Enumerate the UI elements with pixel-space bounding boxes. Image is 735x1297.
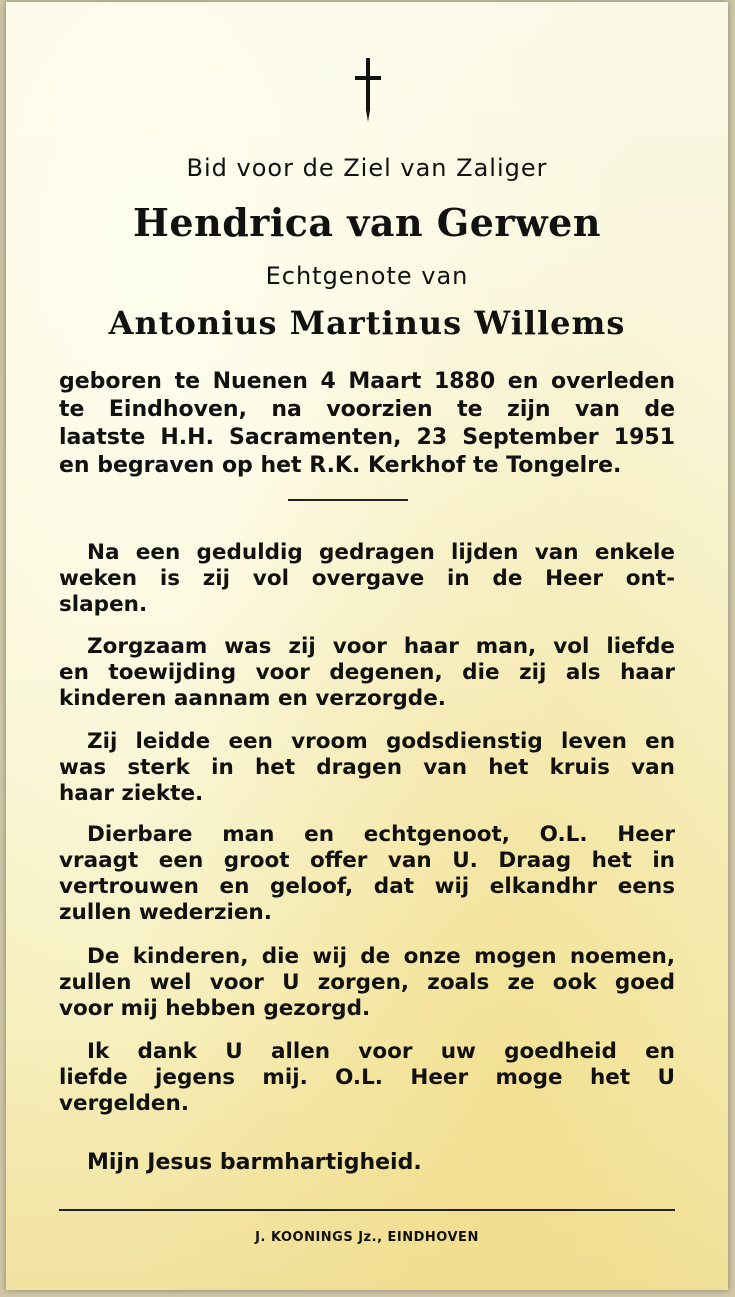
paragraph-line: kinderen aannam en verzorgde.: [59, 686, 446, 711]
paragraph-line: De kinderen, die wij de onze mogen noemen,: [87, 944, 675, 969]
deceased-name: Hendrica van Gerwen: [133, 200, 601, 245]
short-divider: [288, 499, 408, 501]
detail-line: geboren te Nuenen 4 Maart 1880 en overleden: [59, 369, 675, 394]
paragraph-line: Na een geduldig gedragen lijden van enkele: [87, 540, 675, 565]
cross-icon: [348, 56, 388, 126]
memorial-card: [6, 2, 728, 1290]
paragraph-line: was sterk in het dragen van het kruis van: [59, 755, 675, 780]
detail-line: laatste H.H. Sacramenten, 23 September 1951: [59, 425, 675, 450]
paragraph-line: liefde jegens mij. O.L. Heer moge het U: [59, 1065, 675, 1090]
prayer-heading: Bid voor de Ziel van Zaliger: [186, 154, 548, 182]
paragraph-line: Dierbare man en echtgenoot, O.L. Heer: [87, 822, 675, 847]
paragraph: [59, 540, 675, 618]
paragraph: [59, 634, 675, 712]
closing-prayer: Mijn Jesus barmhartigheid.: [87, 1150, 422, 1175]
birth-death-details: [59, 368, 675, 480]
paragraph-line: zullen wel voor U zorgen, zoals ze ook goed: [59, 970, 675, 995]
paragraph-line: weken is zij vol overgave in de Heer ont-: [59, 566, 675, 591]
spouse-name: Antonius Martinus Willems: [108, 304, 626, 342]
paragraph: [59, 944, 675, 1022]
detail-line: en begraven op het R.K. Kerkhof te Tongelre.: [59, 453, 622, 478]
paragraph-line: haar ziekte.: [59, 781, 204, 806]
paragraph: [59, 822, 675, 926]
paragraph-line: zullen wederzien.: [59, 900, 272, 925]
relation-label: Echtgenote van: [265, 262, 469, 290]
paragraph-line: vergelden.: [59, 1091, 189, 1116]
paragraph-line: Zorgzaam was zij voor haar man, vol liefde: [87, 634, 675, 659]
paragraph-line: slapen.: [59, 592, 148, 617]
paragraph-line: Zij leidde een vroom godsdienstig leven en: [87, 729, 675, 754]
paragraph-line: vraagt een groot offer van U. Draag het in: [59, 848, 675, 873]
footer-rule: [59, 1209, 675, 1211]
paragraph-line: voor mij hebben gezorgd.: [59, 996, 371, 1021]
paragraph: [59, 729, 675, 807]
paragraph-line: en toewijding voor degenen, die zij als haar: [59, 660, 675, 685]
detail-line: te Eindhoven, na voorzien te zijn van de: [59, 397, 675, 422]
paragraph: [59, 1039, 675, 1117]
printer-credit: J. KOONINGS Jz., EINDHOVEN: [255, 1230, 479, 1245]
paragraph-line: Ik dank U allen voor uw goedheid en: [87, 1039, 675, 1064]
paragraph-line: vertrouwen en geloof, dat wij elkandhr eens: [59, 874, 675, 899]
